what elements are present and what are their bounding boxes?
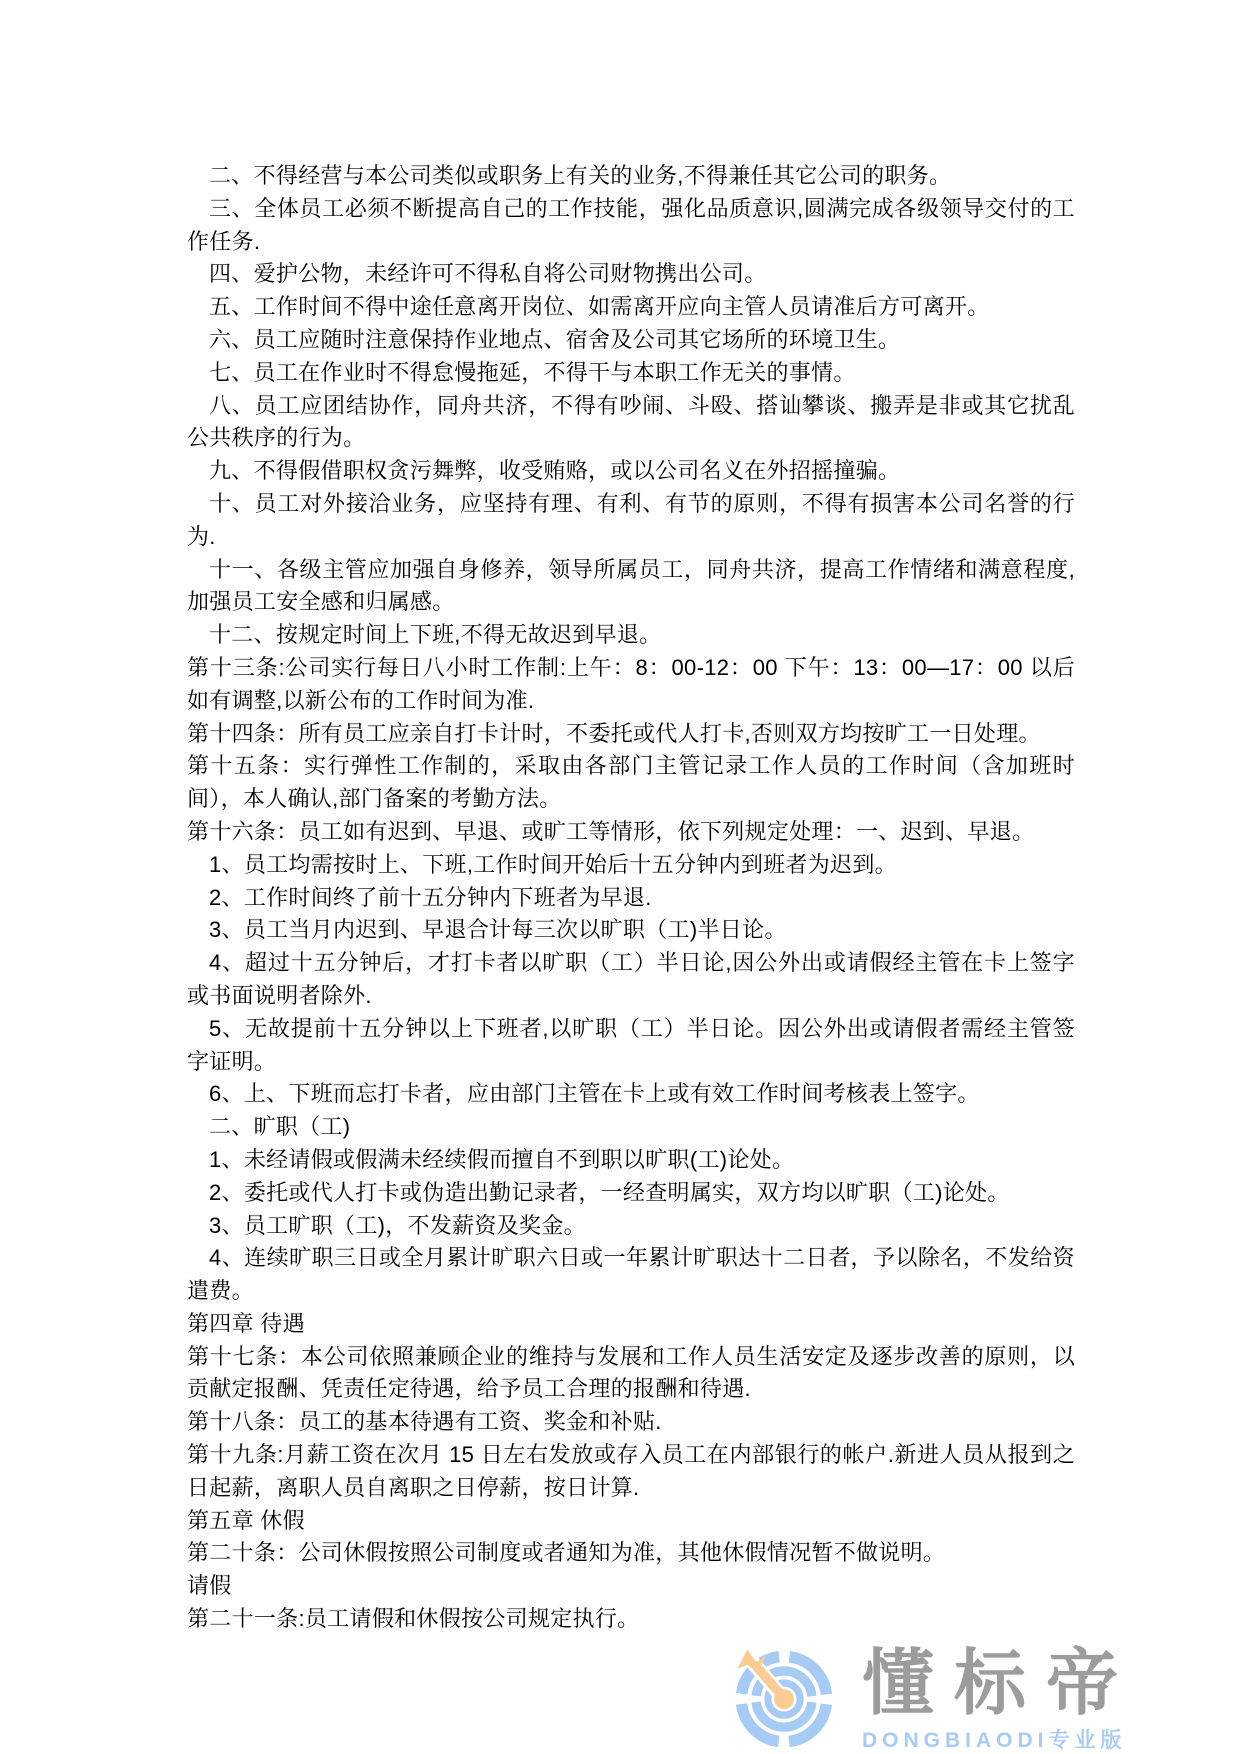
paragraph: 第十六条：员工如有迟到、早退、或旷工等情形，依下列规定处理：一、迟到、早退。 xyxy=(187,818,1035,844)
paragraph: 二、不得经营与本公司类似或职务上有关的业务,不得兼任其它公司的职务。 xyxy=(209,163,952,188)
paragraph: 第二十一条:员工请假和休假按公司规定执行。 xyxy=(187,1606,640,1632)
paragraph: 五、工作时间不得中途任意离开岗位、如需离开应向主管人员请准后方可离开。 xyxy=(209,294,990,320)
paragraph: 2、委托或代人打卡或伪造出勤记录者，一经查明属实，双方均以旷职（工)论处。 xyxy=(209,1179,1010,1205)
document-body xyxy=(187,160,1075,1636)
paragraph: 八、员工应团结协作，同舟共济，不得有吵闹、斗殴、搭讪攀谈、搬弄是非或其它扰乱公共秩序的行为。 xyxy=(187,392,1075,451)
paragraph: 二、旷职（工) xyxy=(209,1114,351,1140)
paragraph: 三、全体员工必须不断提高自己的工作技能，强化品质意识,圆满完成各级领导交付的工作任务. xyxy=(187,195,1075,254)
paragraph: 六、员工应随时注意保持作业地点、宿舍及公司其它场所的环境卫生。 xyxy=(209,326,901,352)
paragraph: 第十八条：员工的基本待遇有工资、奖金和补贴. xyxy=(187,1409,662,1435)
paragraph: 请假 xyxy=(187,1573,232,1599)
paragraph: 3、员工当月内迟到、早退合计每三次以旷职（工)半日论。 xyxy=(209,917,787,943)
brand-name-en: DONGBIAODI专业版 xyxy=(862,1729,1127,1752)
paragraph: 第十七条：本公司依照兼顾企业的维持与发展和工作人员生活安定及逐步改善的原则，以贡献定报酬、凭责任定待遇，给予员工合理的报酬和待遇. xyxy=(187,1343,1075,1402)
brand-name-cn: 懂标帝 xyxy=(862,1644,1139,1724)
paragraph: 七、员工在作业时不得怠慢拖延，不得干与本职工作无关的事情。 xyxy=(209,359,856,385)
brand-text xyxy=(862,1640,1138,1754)
paragraph: 5、无故提前十五分钟以上下班者,以旷职（工）半日论。因公外出或请假者需经主管签字证明。 xyxy=(187,1015,1075,1074)
paragraph: 第二十条：公司休假按照公司制度或者通知为准，其他休假情况暂不做说明。 xyxy=(187,1540,946,1566)
brand-logo-target-icon xyxy=(732,1640,836,1754)
paragraph: 第五章 休假 xyxy=(187,1507,305,1533)
paragraph: 4、超过十五分钟后，才打卡者以旷职（工）半日论,因公外出或请假经主管在卡上签字或书面说明者除外. xyxy=(187,950,1075,1008)
paragraph: 第十四条：所有员工应亲自打卡计时，不委托或代人打卡,否则双方均按旷工一日处理。 xyxy=(187,720,1041,746)
paragraph: 1、员工均需按时上、下班,工作时间开始后十五分钟内到班者为迟到。 xyxy=(209,851,897,877)
paragraph: 4、连续旷职三日或全月累计旷职六日或一年累计旷职达十二日者，予以除名，不发给资遣费。 xyxy=(187,1245,1075,1304)
paragraph: 2、工作时间终了前十五分钟内下班者为早退. xyxy=(209,884,652,910)
paragraph: 十一、各级主管应加强自身修养，领导所属员工，同舟共济，提高工作情绪和满意程度,加强员工安全感和归属感。 xyxy=(187,556,1075,615)
watermark xyxy=(732,1640,1202,1754)
paragraph: 十、员工对外接洽业务，应坚持有理、有利、有节的原则，不得有损害本公司名誉的行为. xyxy=(187,490,1075,549)
paragraph: 第十五条：实行弹性工作制的，采取由各部门主管记录工作人员的工作时间（含加班时间），本人确认,部门备案的考勤方法。 xyxy=(187,753,1075,812)
paragraph: 1、未经请假或假满未经续假而擅自不到职以旷职(工)论处。 xyxy=(209,1146,795,1172)
paragraph: 第四章 待遇 xyxy=(187,1310,305,1336)
paragraph: 第十三条:公司实行每日八小时工作制:上午：8：00-12：00 下午：13：00—17：00 以后如有调整,以新公布的工作时间为准. xyxy=(187,654,1075,713)
paragraph: 十二、按规定时间上下班,不得无故迟到早退。 xyxy=(209,622,662,648)
paragraph: 四、爱护公物，未经许可不得私自将公司财物携出公司。 xyxy=(209,261,767,287)
paragraph: 九、不得假借职权贪污舞弊，收受贿赂，或以公司名义在外招摇撞骗。 xyxy=(209,458,901,484)
paragraph: 3、员工旷职（工)，不发薪资及奖金。 xyxy=(209,1212,586,1238)
paragraph: 第十九条:月薪工资在次月 15 日左右发放或存入员工在内部银行的帐户.新进人员从报到之日起薪，离职人员自离职之日停薪，按日计算. xyxy=(187,1442,1075,1500)
paragraph: 6、上、下班而忘打卡者，应由部门主管在卡上或有效工作时间考核表上签字。 xyxy=(209,1081,980,1107)
